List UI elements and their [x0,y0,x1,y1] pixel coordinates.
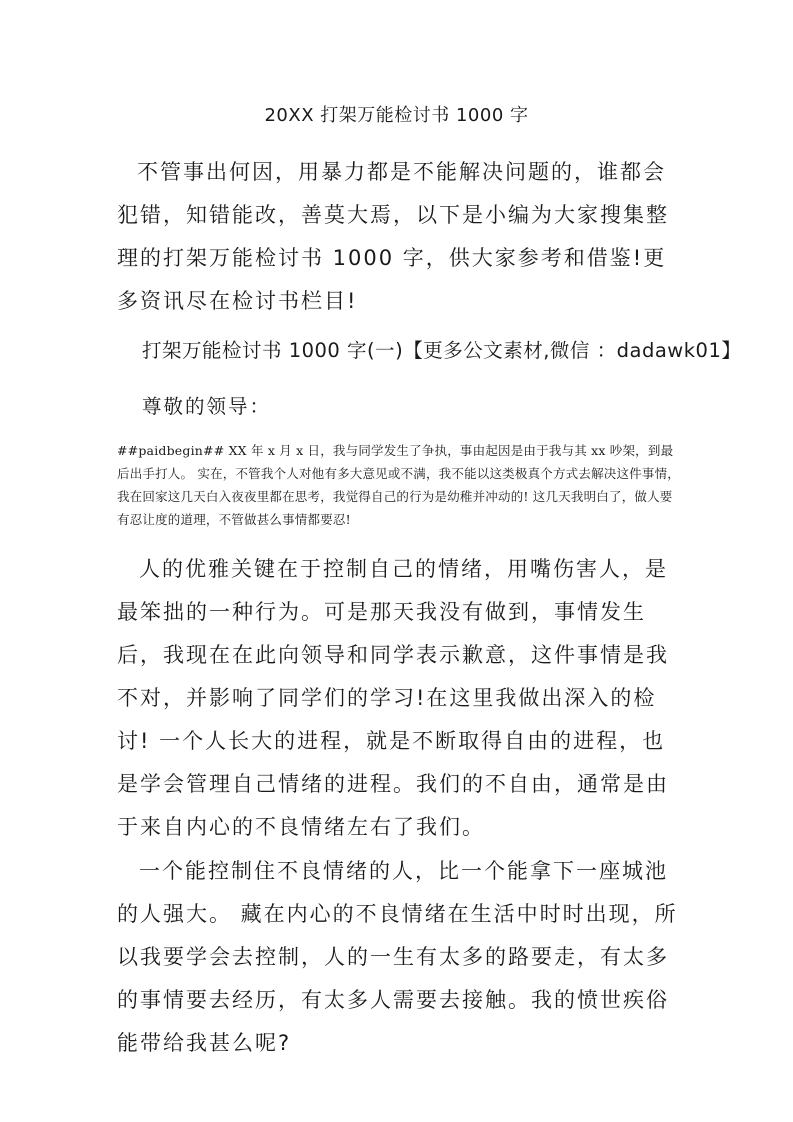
body-paragraph-2: 一个能控制住不良情绪的人，比一个能拿下一座城池的人强大。 藏在内心的不良情绪在生活中时时出现，所以我要学会去控制，人的一生有太多的路要走，有太多的事情要去经历，有太多人需要去接触。我的愤世疾俗能带给我甚么呢? [117,859,678,1055]
small-paragraph: ##paidbegin## XX 年 x 月 x 日，我与同学发生了争执，事由起因是由于我与其 xx 吵架，到最后出手打人。 实在，不管我个人对他有多大意见或不满，我不能以这类极真个方式去解决这件事情，我在回家这几天白入夜夜里都在思考，我觉得自己的行为是幼稚并冲动的! 这几天我明白了，做人要有忍让度的道理，不管做甚么事情都要忍! [117,443,680,527]
salutation: 尊敬的领导： [142,395,272,418]
body-paragraph-1: 人的优雅关键在于控制自己的情绪，用嘴伤害人，是最笨拙的一种行为。可是那天我没有做到，事情发生后，我现在在此向领导和同学表示歉意，这件事情是我不对，并影响了同学们的学习!在这里我做出深入的检讨! 一个人长大的进程，就是不断取得自由的进程，也是学会管理自己情绪的进程。我们的不自由，通常是由于来自内心的不良情绪左右了我们。 [117,557,669,839]
intro-paragraph: 不管事出何因，用暴力都是不能解决问题的，谁都会犯错，知错能改，善莫大焉，以下是小编为大家搜集整理的打架万能检讨书 1000 字，供大家参考和借鉴!更多资讯尽在检讨书栏目! [117,160,669,313]
document-title: 20XX 打架万能检讨书 1000 字 [264,105,529,126]
section-heading: 打架万能检讨书 1000 字(一)【更多公文素材,微信 ：dadawk01】 [142,339,742,362]
